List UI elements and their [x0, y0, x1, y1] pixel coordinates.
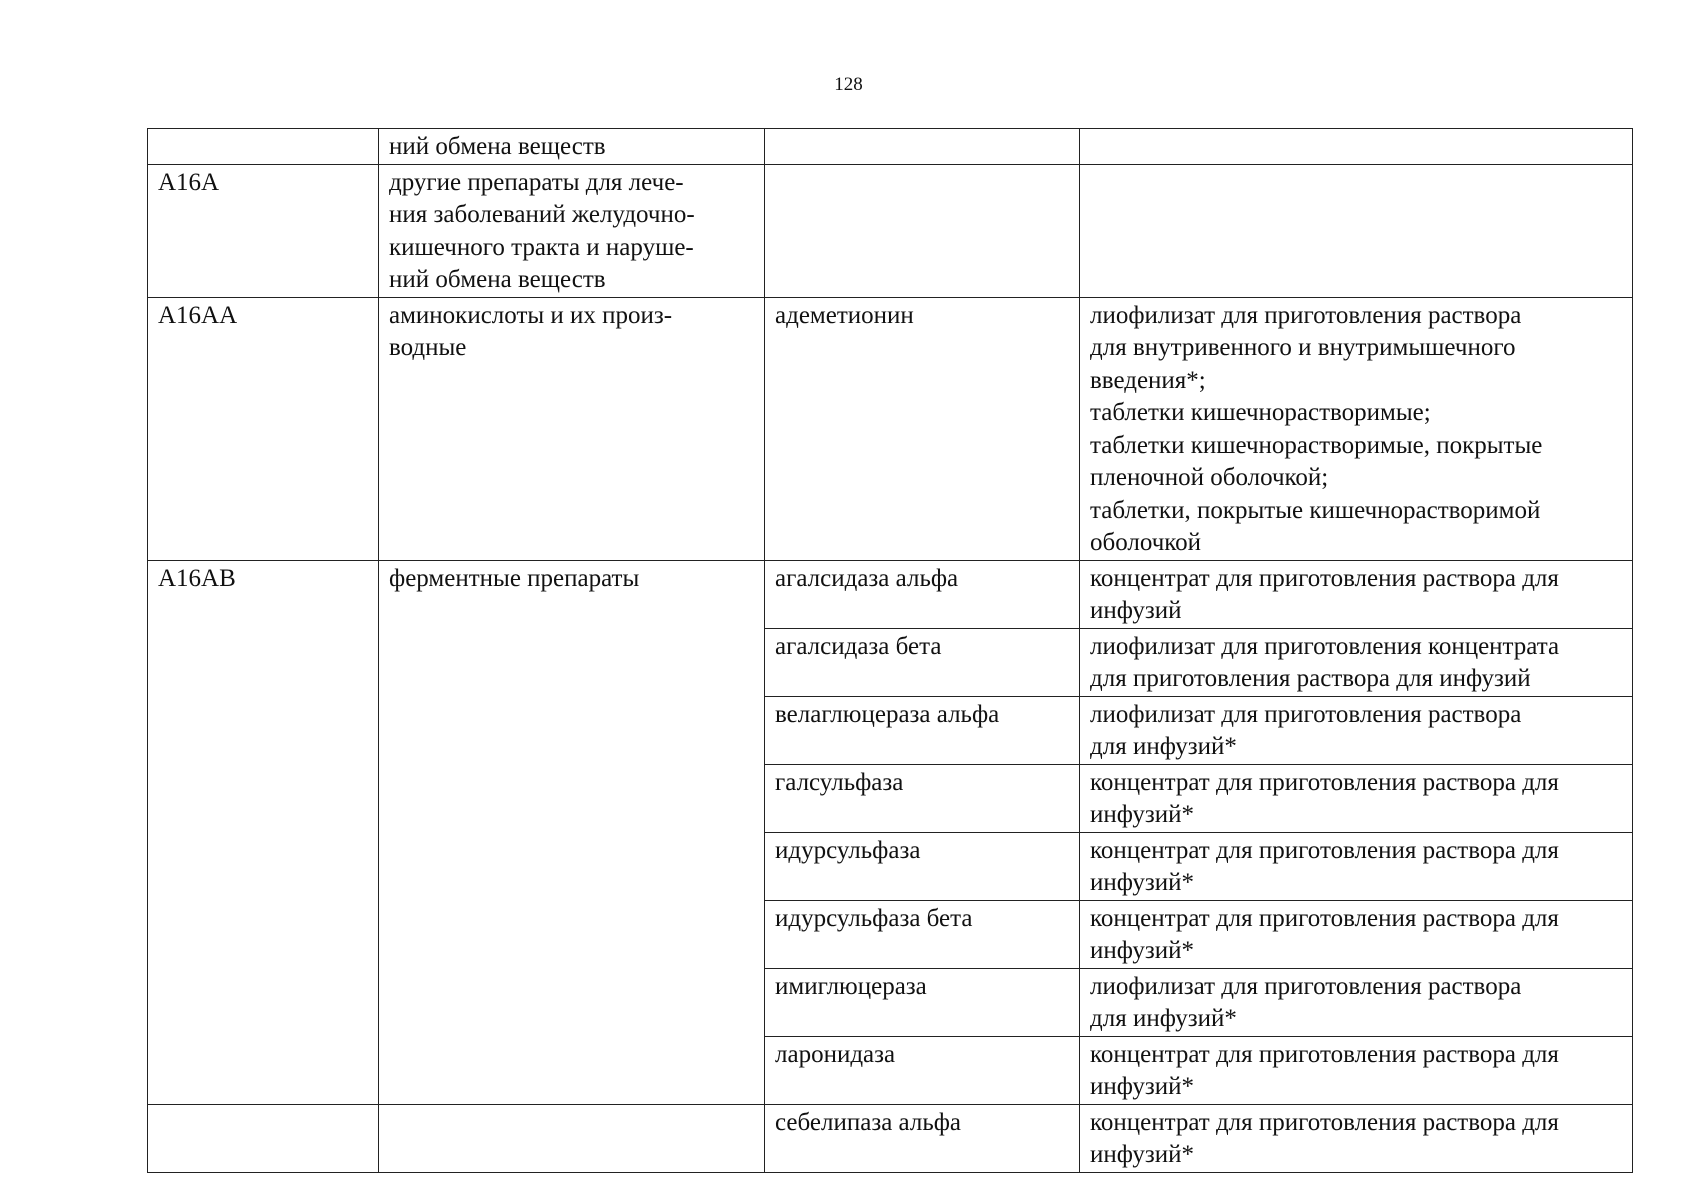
dosage-form-cell-line: пленочной оболочкой; [1090, 464, 1329, 491]
pharm-group-cell-line: ния заболеваний желудочно- [389, 201, 695, 228]
pharm-group-cell [379, 129, 765, 165]
drug-name-cell: агалсидаза бета [765, 628, 1080, 696]
drug-name-cell: имиглюцераза [765, 968, 1080, 1036]
dosage-form-cell [1080, 1036, 1633, 1104]
dosage-form-cell-line: таблетки кишечнорастворимые, покрытые [1090, 431, 1543, 459]
dosage-form-cell-line: инфузий* [1090, 801, 1194, 828]
atc-code-cell: A16AB [148, 560, 379, 1104]
dosage-form-cell [1080, 764, 1633, 832]
atc-code-cell: A16A [148, 164, 379, 297]
pharm-group-cell-line: аминокислоты и их произ- [389, 301, 673, 329]
dosage-form-cell-line: концентрат для приготовления раствора для [1090, 768, 1559, 796]
pharm-group-cell-line: ний обмена веществ [389, 133, 606, 160]
dosage-form-cell [1080, 628, 1633, 696]
dosage-form-cell [1080, 164, 1633, 297]
pharm-group-cell-line: ний обмена веществ [389, 266, 606, 293]
dosage-form-cell-line: концентрат для приготовления раствора для [1090, 1108, 1559, 1136]
dosage-form-cell-line: для инфузий* [1090, 1005, 1237, 1032]
dosage-form-cell-line: концентрат для приготовления раствора для [1090, 904, 1559, 932]
dosage-form-cell-line: концентрат для приготовления раствора для [1090, 564, 1559, 592]
table-row [148, 560, 1633, 628]
pharm-group-cell [379, 164, 765, 297]
drug-name-cell: агалсидаза альфа [765, 560, 1080, 628]
dosage-form-cell-line: инфузий* [1090, 1073, 1194, 1100]
dosage-form-cell-line: концентрат для приготовления раствора для [1090, 836, 1559, 864]
dosage-form-cell [1080, 832, 1633, 900]
dosage-form-cell [1080, 696, 1633, 764]
pharm-group-cell [379, 297, 765, 560]
pharm-group-cell: ферментные препараты [379, 560, 765, 1104]
atc-code-cell [148, 129, 379, 165]
drug-name-cell: адеметионин [765, 297, 1080, 560]
table-row [148, 129, 1633, 165]
dosage-form-cell-line: таблетки, покрытые кишечнорастворимой [1090, 496, 1541, 524]
dosage-form-cell-line: для инфузий* [1090, 733, 1237, 760]
drug-table [147, 128, 1633, 1173]
dosage-form-cell [1080, 297, 1633, 560]
pharm-group-cell-line: другие препараты для лече- [389, 168, 684, 196]
drug-name-cell: идурсульфаза [765, 832, 1080, 900]
dosage-form-cell [1080, 129, 1633, 165]
dosage-form-cell-line: для внутривенного и внутримышечного [1090, 334, 1516, 361]
table-row [148, 1104, 1633, 1172]
table-body [148, 129, 1633, 1173]
dosage-form-cell [1080, 560, 1633, 628]
dosage-form-cell-line: для приготовления раствора для инфузий [1090, 665, 1531, 692]
dosage-form-cell-line: инфузий* [1090, 869, 1194, 896]
dosage-form-cell-line: инфузий* [1090, 937, 1194, 964]
dosage-form-cell-line: оболочкой [1090, 529, 1202, 556]
dosage-form-cell-line: инфузий [1090, 597, 1182, 624]
drug-name-cell: идурсульфаза бета [765, 900, 1080, 968]
dosage-form-cell [1080, 900, 1633, 968]
dosage-form-cell [1080, 1104, 1633, 1172]
table-row [148, 164, 1633, 297]
pharm-group-cell-line: кишечного тракта и наруше- [389, 233, 694, 261]
atc-code-cell [148, 1104, 379, 1172]
drug-name-cell: себелипаза альфа [765, 1104, 1080, 1172]
dosage-form-cell-line: введения*; [1090, 366, 1206, 394]
atc-code-cell: A16AA [148, 297, 379, 560]
dosage-form-cell-line: лиофилизат для приготовления концентрата [1090, 632, 1560, 660]
drug-name-cell [765, 129, 1080, 165]
dosage-form-cell [1080, 968, 1633, 1036]
drug-name-cell: ларонидаза [765, 1036, 1080, 1104]
dosage-form-cell-line: лиофилизат для приготовления раствора [1090, 301, 1522, 329]
pharm-group-cell [379, 1104, 765, 1172]
drug-name-cell [765, 164, 1080, 297]
dosage-form-cell-line: инфузий* [1090, 1141, 1194, 1168]
dosage-form-cell-line: лиофилизат для приготовления раствора [1090, 700, 1522, 728]
dosage-form-cell-line: лиофилизат для приготовления раствора [1090, 972, 1522, 1000]
pharm-group-cell-line: водные [389, 334, 467, 361]
dosage-form-cell-line: таблетки кишечнорастворимые; [1090, 399, 1431, 426]
dosage-form-cell-line: концентрат для приготовления раствора для [1090, 1040, 1559, 1068]
table-row [148, 297, 1633, 560]
drug-name-cell: галсульфаза [765, 764, 1080, 832]
drug-name-cell: велаглюцераза альфа [765, 696, 1080, 764]
page-number: 128 [834, 74, 863, 95]
